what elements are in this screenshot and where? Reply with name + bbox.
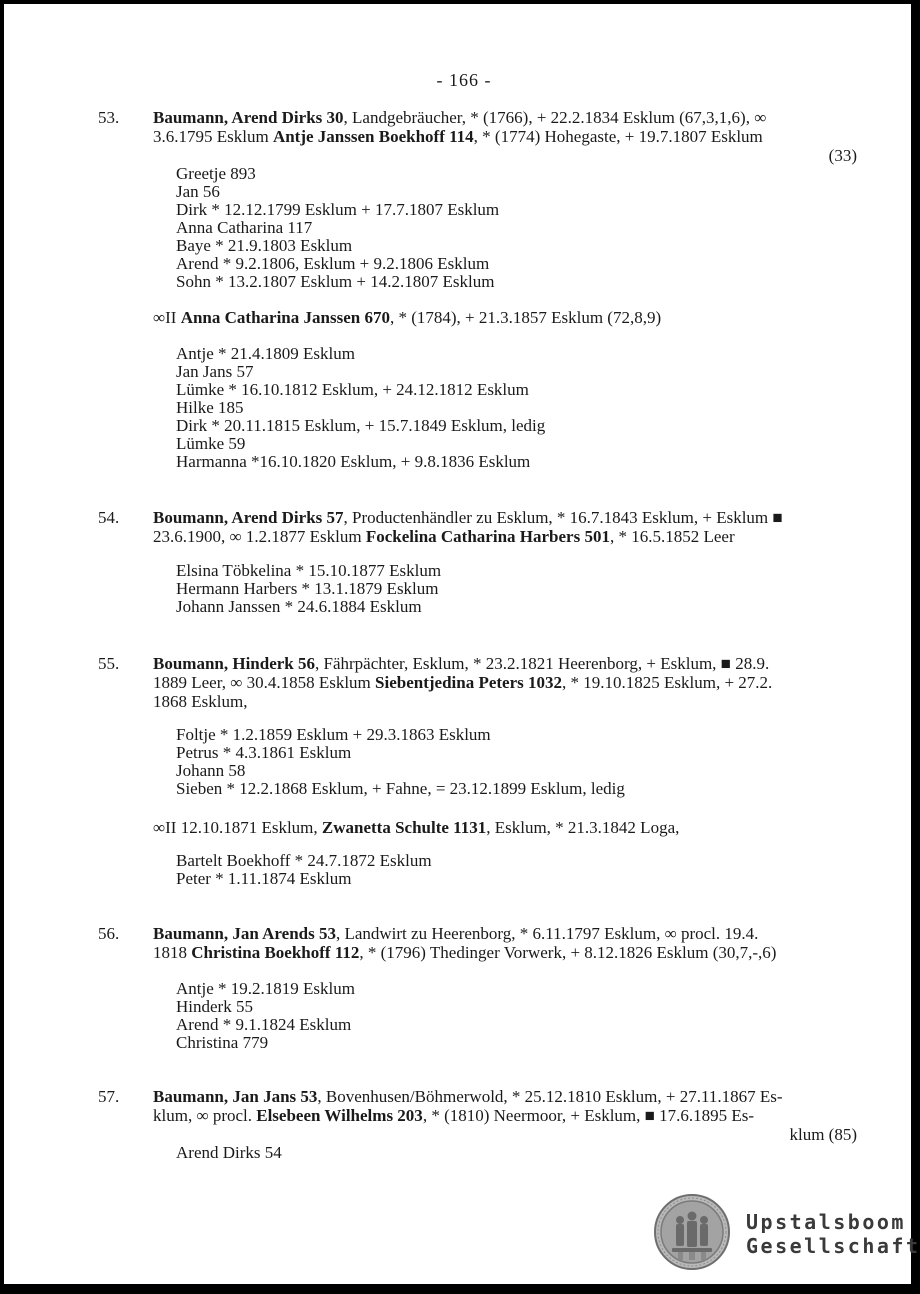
spouse-name: Elsebeen Wilhelms 203 [256, 1106, 423, 1125]
society-logo [652, 1192, 920, 1274]
child-item: Christina 779 [176, 1033, 269, 1052]
child-item: Dirk * 20.11.1815 Esklum, + 15.7.1849 Esklum, ledig [176, 416, 546, 435]
children-list [176, 562, 441, 616]
entry-text [153, 1087, 857, 1144]
entry-line-tail: (33) [828, 146, 857, 165]
entry-number: 54. [98, 508, 120, 527]
entry-number: 55. [98, 654, 120, 673]
entry-line: 3.6.1795 Esklum Antje Janssen Boekhoff 114, * (1774) Hohegaste, + 19.7.1807 Esklum [153, 127, 763, 146]
spouse-name: Siebentjedina Peters 1032 [375, 673, 563, 692]
seal-icon [652, 1192, 732, 1272]
child-item: Bartelt Boekhoff * 24.7.1872 Esklum [176, 851, 432, 870]
second-marriage: ∞II 12.10.1871 Esklum, Zwanetta Schulte 1131, Esklum, * 21.3.1842 Loga, [153, 818, 680, 837]
child-item: Petrus * 4.3.1861 Esklum [176, 743, 352, 762]
child-item: Lümke 59 [176, 434, 246, 453]
child-item: Sohn * 13.2.1807 Esklum + 14.2.1807 Esklum [176, 272, 495, 291]
child-item: Sieben * 12.2.1868 Esklum, + Fahne, = 23.12.1899 Esklum, ledig [176, 779, 625, 798]
entry-number: 57. [98, 1087, 120, 1106]
child-item: Hinderk 55 [176, 997, 253, 1016]
entry-line: 1818 Christina Boekhoff 112, * (1796) Thedinger Vorwerk, + 8.12.1826 Esklum (30,7,-,6) [153, 943, 777, 962]
entry-line: 1889 Leer, ∞ 30.4.1858 Esklum Siebentjedina Peters 1032, * 19.10.1825 Esklum, + 27.2. [153, 673, 773, 692]
child-item: Baye * 21.9.1803 Esklum [176, 236, 353, 255]
society-name [746, 1210, 920, 1258]
spouse-name: Anna Catharina Janssen 670 [180, 308, 390, 327]
second-marriage: ∞II Anna Catharina Janssen 670, * (1784), + 21.3.1857 Esklum (72,8,9) [153, 308, 662, 327]
page-number: - 166 - [436, 70, 492, 90]
child-item: Greetje 893 [176, 164, 256, 183]
child-item: Arend * 9.1.1824 Esklum [176, 1015, 352, 1034]
entry-line: Boumann, Arend Dirks 57, Productenhändler zu Esklum, * 16.7.1843 Esklum, + Esklum ■ [153, 508, 783, 527]
child-item: Lümke * 16.10.1812 Esklum, + 24.12.1812 Esklum [176, 380, 529, 399]
entry-line: Baumann, Jan Jans 53, Bovenhusen/Böhmerwold, * 25.12.1810 Esklum, + 27.11.1867 Es- [153, 1087, 783, 1106]
children-list [176, 726, 625, 798]
entry-text [153, 508, 857, 546]
entry-number: 53. [98, 108, 120, 127]
spouse-name: Zwanetta Schulte 1131 [321, 818, 487, 837]
entry-text [153, 108, 857, 165]
entry-line: Baumann, Arend Dirks 30, Landgebräucher, * (1766), + 22.2.1834 Esklum (67,3,1,6), ∞ [153, 108, 767, 127]
entry-line: klum, ∞ procl. Elsebeen Wilhelms 203, * (1810) Neermoor, + Esklum, ■ 17.6.1895 Es- [153, 1106, 755, 1125]
child-item: Peter * 1.11.1874 Esklum [176, 869, 352, 888]
children-list-2 [176, 345, 545, 471]
society-name-line1: Upstalsboom [746, 1210, 906, 1234]
spouse-name: Christina Boekhoff 112 [191, 943, 360, 962]
child-item: Johann Janssen * 24.6.1884 Esklum [176, 597, 422, 616]
child-item: Jan 56 [176, 182, 220, 201]
child-item: Foltje * 1.2.1859 Esklum + 29.3.1863 Esklum [176, 725, 491, 744]
person-name: Baumann, Arend Dirks 30 [153, 108, 344, 127]
child-item: Anna Catharina 117 [176, 218, 313, 237]
entry-line: 23.6.1900, ∞ 1.2.1877 Esklum Fockelina Catharina Harbers 501, * 16.5.1852 Leer [153, 527, 735, 546]
spouse-name: Antje Janssen Boekhoff 114 [272, 127, 474, 146]
person-name: Boumann, Hinderk 56 [153, 654, 316, 673]
child-item: Arend Dirks 54 [176, 1143, 282, 1162]
entry-line: Baumann, Jan Arends 53, Landwirt zu Heerenborg, * 6.11.1797 Esklum, ∞ procl. 19.4. [153, 924, 759, 943]
child-item: Hilke 185 [176, 398, 244, 417]
child-item: Hermann Harbers * 13.1.1879 Esklum [176, 579, 439, 598]
entry-line-tail: klum (85) [789, 1125, 857, 1144]
child-item: Arend * 9.2.1806, Esklum + 9.2.1806 Esklum [176, 254, 490, 273]
child-item: Harmanna *16.10.1820 Esklum, + 9.8.1836 Esklum [176, 452, 531, 471]
children-list [176, 980, 355, 1052]
person-name: Baumann, Jan Jans 53 [153, 1087, 318, 1106]
person-name: Boumann, Arend Dirks 57 [153, 508, 344, 527]
person-name: Baumann, Jan Arends 53 [153, 924, 336, 943]
child-item: Jan Jans 57 [176, 362, 254, 381]
child-item: Johann 58 [176, 761, 246, 780]
entry-text [153, 654, 857, 711]
spouse-name: Fockelina Catharina Harbers 501 [365, 527, 610, 546]
entry-text [153, 924, 857, 962]
child-item: Dirk * 12.12.1799 Esklum + 17.7.1807 Esklum [176, 200, 500, 219]
children-list [176, 165, 499, 291]
child-item: Antje * 19.2.1819 Esklum [176, 979, 355, 998]
entry-line: Boumann, Hinderk 56, Fährpächter, Esklum, * 23.2.1821 Heerenborg, + Esklum, ■ 28.9. [153, 654, 770, 673]
child-item: Elsina Töbkelina * 15.10.1877 Esklum [176, 561, 442, 580]
child-item: Antje * 21.4.1809 Esklum [176, 344, 355, 363]
children-list [176, 1144, 282, 1162]
society-name-line2: Gesellschaft [746, 1234, 920, 1258]
children-list-2 [176, 852, 432, 888]
entry-line: 1868 Esklum, [153, 692, 248, 711]
entry-number: 56. [98, 924, 120, 943]
